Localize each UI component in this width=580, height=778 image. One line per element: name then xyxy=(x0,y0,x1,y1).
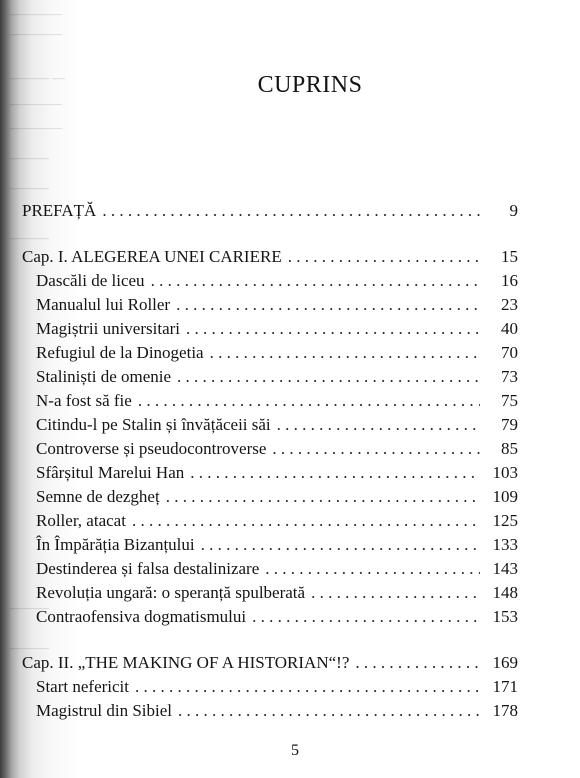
toc-entry-page: 9 xyxy=(509,201,518,220)
toc-entry-section[interactable] xyxy=(36,269,518,293)
toc-entry-section[interactable] xyxy=(36,317,518,341)
toc-entry-page: 15 xyxy=(501,247,518,266)
toc-entry-page: 75 xyxy=(501,391,518,410)
dot-leader xyxy=(138,389,480,413)
toc-entry-label: Controverse și pseudocontroverse xyxy=(36,439,267,458)
dot-leader xyxy=(355,651,480,675)
toc-entry-label: Staliniști de omenie xyxy=(36,367,172,386)
toc-entry-label: Cap. II. „THE MAKING OF A HISTORIAN“!? xyxy=(22,653,350,672)
dot-leader xyxy=(288,245,480,269)
toc-entry-label: Refugiul de la Dinogetia xyxy=(36,343,204,362)
toc-entry-label: PREFAȚĂ xyxy=(22,201,97,220)
dot-leader xyxy=(265,557,480,581)
toc-entry-label: Cap. I. ALEGEREA UNEI CARIERE xyxy=(22,247,282,266)
toc-entry-page: 148 xyxy=(492,583,518,602)
toc-entry-section[interactable] xyxy=(36,605,518,629)
toc-title: CUPRINS xyxy=(257,72,363,98)
toc-entry-section[interactable] xyxy=(36,581,518,605)
toc-entry-page: 85 xyxy=(501,439,518,458)
dot-leader xyxy=(166,485,480,509)
toc-entry-chapter[interactable] xyxy=(22,651,518,675)
toc-entry-page: 178 xyxy=(492,701,518,720)
toc-entry-page: 109 xyxy=(492,487,518,506)
toc-entry-chapter[interactable] xyxy=(22,245,518,269)
dot-leader xyxy=(135,675,480,699)
dot-leader xyxy=(252,605,480,629)
dot-leader xyxy=(102,199,480,223)
toc-entry-section[interactable] xyxy=(36,509,518,533)
dot-leader xyxy=(178,699,480,723)
toc-entry-label: N-a fost să fie xyxy=(36,391,132,410)
toc-entry-page: 153 xyxy=(492,607,518,626)
toc-entry-section[interactable] xyxy=(36,675,518,699)
dot-leader xyxy=(176,293,480,317)
toc-entry-page: 16 xyxy=(501,271,518,290)
toc-entry-label: În Împărăția Bizanțului xyxy=(36,535,195,554)
toc-entry-label: Manualul lui Roller xyxy=(36,295,171,314)
toc-entry-page: 23 xyxy=(501,295,518,314)
toc-entry-section[interactable] xyxy=(36,365,518,389)
toc-entry-label: Roller, atacat xyxy=(36,511,126,530)
dot-leader xyxy=(186,317,480,341)
toc-entry-label: Revoluția ungară: o speranță spulberată xyxy=(36,583,306,602)
dot-leader xyxy=(177,365,480,389)
toc-entry-page: 79 xyxy=(501,415,518,434)
toc-entry-page: 103 xyxy=(492,463,518,482)
dot-leader xyxy=(272,437,480,461)
dot-leader xyxy=(311,581,480,605)
toc-entry-label: Citindu-l pe Stalin și învățăceii săi xyxy=(36,415,271,434)
toc-entry-section[interactable] xyxy=(36,389,518,413)
toc-entry-section[interactable] xyxy=(36,533,518,557)
toc-entry-section[interactable] xyxy=(36,699,518,723)
toc-entry-label: Semne de dezgheț xyxy=(36,487,160,506)
dot-leader xyxy=(151,269,480,293)
toc-entry-page: 169 xyxy=(492,653,518,672)
toc-entry-section[interactable] xyxy=(36,437,518,461)
toc-entry-page: 133 xyxy=(492,535,518,554)
dot-leader xyxy=(190,461,480,485)
dot-leader xyxy=(132,509,480,533)
toc-entry-preface[interactable] xyxy=(22,199,518,223)
toc-entry-section[interactable] xyxy=(36,341,518,365)
page-number: 5 xyxy=(291,742,299,759)
toc-entry-page: 70 xyxy=(501,343,518,362)
toc-entry-label: Start nefericit xyxy=(36,677,129,696)
toc-entry-label: Dascăli de liceu xyxy=(36,271,145,290)
toc-entry-section[interactable] xyxy=(36,461,518,485)
toc-entry-page: 171 xyxy=(492,677,518,696)
toc-entry-label: Destinderea și falsa destalinizare xyxy=(36,559,260,578)
toc-entry-section[interactable] xyxy=(36,485,518,509)
toc-entry-label: Magistrul din Sibiel xyxy=(36,701,172,720)
toc-entry-page: 73 xyxy=(501,367,518,386)
dot-leader xyxy=(201,533,480,557)
bleed-through-text: ———— ———— ——— — ———— ———— ——— ——— ——— ——— ——— xyxy=(10,6,66,655)
dot-leader xyxy=(277,413,480,437)
toc-entry-page: 125 xyxy=(492,511,518,530)
toc-entry-label: Contraofensiva dogmatismului xyxy=(36,607,247,626)
toc-entry-label: Sfârșitul Marelui Han xyxy=(36,463,185,482)
dot-leader xyxy=(210,341,480,365)
toc-entry-section[interactable] xyxy=(36,557,518,581)
toc-entry-label: Magiștrii universitari xyxy=(36,319,181,338)
toc-entry-section[interactable] xyxy=(36,293,518,317)
toc-entry-page: 40 xyxy=(501,319,518,338)
toc-entry-section[interactable] xyxy=(36,413,518,437)
toc-entry-page: 143 xyxy=(492,559,518,578)
